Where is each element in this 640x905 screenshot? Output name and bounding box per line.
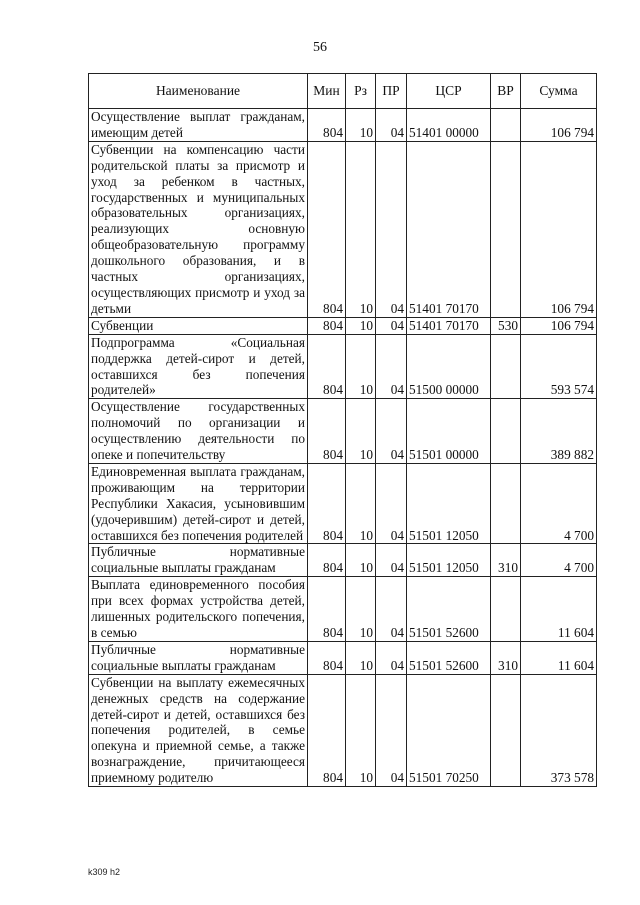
row-csr: 51501 70250 [407, 674, 491, 786]
row-min: 804 [308, 463, 346, 544]
row-min: 804 [308, 141, 346, 317]
table-header-row [89, 74, 597, 109]
row-pr: 04 [376, 141, 407, 317]
row-csr: 51401 00000 [407, 109, 491, 142]
row-name: Субвенции на компенсацию части родительской платы за присмотр и уход за ребенком в частных, государственных и муниципальных образовательных организациях, реализующих основную общеобразовательную программу дошкольного образования, и в частных организациях, осуществляющих присмотр и уход за детьми [89, 141, 308, 317]
row-rz: 10 [346, 399, 376, 464]
row-pr: 04 [376, 399, 407, 464]
table-row [89, 577, 597, 642]
row-pr: 04 [376, 109, 407, 142]
row-sum: 593 574 [521, 334, 597, 399]
row-rz: 10 [346, 141, 376, 317]
table-row [89, 399, 597, 464]
header-sum: Сумма [521, 74, 597, 109]
header-rz: Рз [346, 74, 376, 109]
row-pr: 04 [376, 674, 407, 786]
row-name: Субвенции на выплату ежемесячных денежных средств на содержание детей-сирот и детей, оставшихся без попечения родителей, в семье опекуна и приемной семье, а также вознаграждение, причитающееся приемному родителю [89, 674, 308, 786]
table-row [89, 674, 597, 786]
row-name: Подпрограмма «Социальная поддержка детей-сирот и детей, оставшихся без попечения родителей» [89, 334, 308, 399]
row-min: 804 [308, 674, 346, 786]
row-rz: 10 [346, 463, 376, 544]
page-number: 56 [313, 40, 327, 55]
row-vr: 310 [491, 544, 521, 577]
row-pr: 04 [376, 463, 407, 544]
row-pr: 04 [376, 641, 407, 674]
row-csr: 51501 52600 [407, 577, 491, 642]
table-row [89, 334, 597, 399]
row-csr: 51501 52600 [407, 641, 491, 674]
row-vr [491, 109, 521, 142]
table-row [89, 109, 597, 142]
row-name: Осуществление государственных полномочий по организации и осуществлению деятельности по опеке и попечительству [89, 399, 308, 464]
row-pr: 04 [376, 334, 407, 399]
row-min: 804 [308, 334, 346, 399]
row-rz: 10 [346, 334, 376, 399]
table-row [89, 544, 597, 577]
row-sum: 373 578 [521, 674, 597, 786]
row-vr [491, 674, 521, 786]
row-vr [491, 334, 521, 399]
table-row [89, 463, 597, 544]
row-sum: 389 882 [521, 399, 597, 464]
row-min: 804 [308, 641, 346, 674]
footer-code: k309 h2 [88, 867, 121, 877]
row-csr: 51500 00000 [407, 334, 491, 399]
row-vr [491, 141, 521, 317]
row-vr [491, 399, 521, 464]
row-vr [491, 463, 521, 544]
row-name: Осуществление выплат гражданам, имеющим детей [89, 109, 308, 142]
row-rz: 10 [346, 674, 376, 786]
row-sum: 106 794 [521, 317, 597, 334]
table-row [89, 641, 597, 674]
header-csr: ЦСР [407, 74, 491, 109]
budget-table [88, 73, 597, 787]
row-pr: 04 [376, 317, 407, 334]
header-min: Мин [308, 74, 346, 109]
table-row [89, 317, 597, 334]
row-name: Субвенции [89, 317, 308, 334]
row-sum: 4 700 [521, 463, 597, 544]
row-rz: 10 [346, 109, 376, 142]
row-sum: 106 794 [521, 109, 597, 142]
row-rz: 10 [346, 544, 376, 577]
row-csr: 51501 00000 [407, 399, 491, 464]
row-sum: 11 604 [521, 577, 597, 642]
row-name: Публичные нормативные социальные выплаты гражданам [89, 641, 308, 674]
row-csr: 51501 12050 [407, 463, 491, 544]
row-min: 804 [308, 317, 346, 334]
row-sum: 11 604 [521, 641, 597, 674]
row-min: 804 [308, 399, 346, 464]
row-rz: 10 [346, 317, 376, 334]
row-csr: 51401 70170 [407, 141, 491, 317]
table-row [89, 141, 597, 317]
row-vr: 310 [491, 641, 521, 674]
row-min: 804 [308, 109, 346, 142]
row-pr: 04 [376, 544, 407, 577]
row-vr: 530 [491, 317, 521, 334]
row-vr [491, 577, 521, 642]
header-vr: ВР [491, 74, 521, 109]
row-min: 804 [308, 577, 346, 642]
row-min: 804 [308, 544, 346, 577]
row-csr: 51401 70170 [407, 317, 491, 334]
row-rz: 10 [346, 577, 376, 642]
row-name: Единовременная выплата гражданам, проживающим на территории Республики Хакасия, усыновившим (удочерившим) детей-сирот и детей, оставшихся без попечения родителей [89, 463, 308, 544]
header-name: Наименование [89, 74, 308, 109]
row-name: Публичные нормативные социальные выплаты гражданам [89, 544, 308, 577]
row-csr: 51501 12050 [407, 544, 491, 577]
row-pr: 04 [376, 577, 407, 642]
header-pr: ПР [376, 74, 407, 109]
row-sum: 4 700 [521, 544, 597, 577]
row-name: Выплата единовременного пособия при всех формах устройства детей, лишенных родительского попечения, в семью [89, 577, 308, 642]
row-sum: 106 794 [521, 141, 597, 317]
row-rz: 10 [346, 641, 376, 674]
